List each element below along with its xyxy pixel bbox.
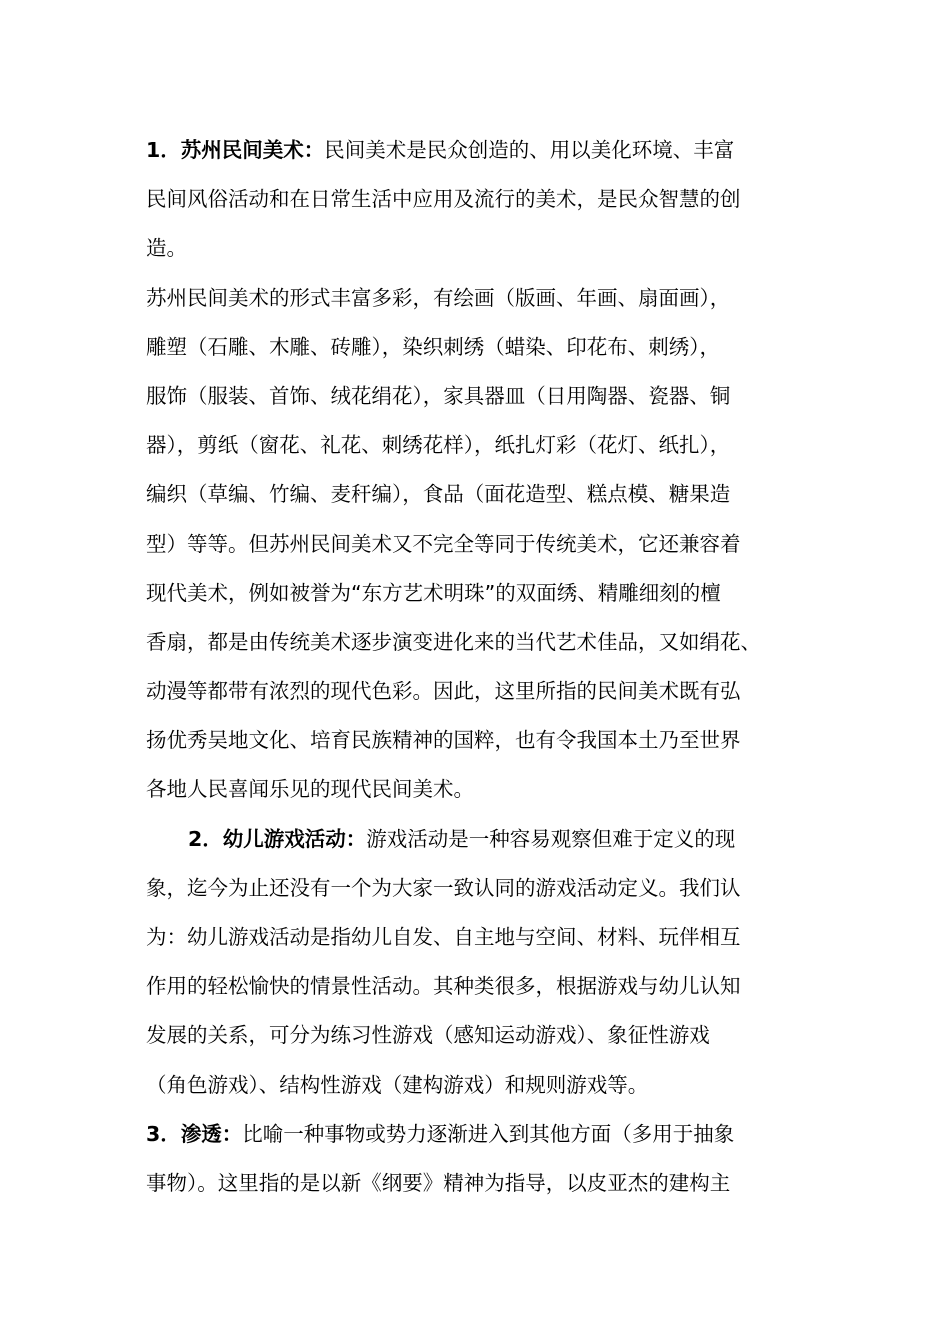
definition-line bbox=[146, 126, 826, 175]
text-line: 作用的轻松愉快的情景性活动。其种类很多，根据游戏与幼儿认知 bbox=[146, 974, 741, 999]
text-line: 香扇，都是由传统美术逐步演变进化来的当代艺术佳品，又如绢花、 bbox=[146, 629, 761, 654]
body-text: 游戏活动是一种容易观察但难于定义的现 bbox=[366, 826, 736, 851]
text-line: （角色游戏）、结构性游戏（建构游戏）和规则游戏等。 bbox=[146, 1072, 649, 1097]
text-line: 器），剪纸（窗花、礼花、刺绣花样），纸扎灯彩（花灯、纸扎）， bbox=[146, 433, 731, 458]
text-line: 动漫等都带有浓烈的现代色彩。因此，这里所指的民间美术既有弘 bbox=[146, 679, 741, 704]
term-heading: 3．渗透： bbox=[146, 1121, 243, 1146]
definition-line bbox=[146, 815, 826, 864]
text-line: 为：幼儿游戏活动是指幼儿自发、自主地与空间、材料、玩伴相互 bbox=[146, 925, 741, 949]
text-line: 雕塑（石雕、木雕、砖雕），染织刺绣（蜡染、印花布、刺绣）， bbox=[146, 334, 720, 359]
text-line: 事物）。这里指的是以新《纲要》精神为指导，以皮亚杰的建构主 bbox=[146, 1170, 731, 1195]
body-text: 民间美术是民众创造的、用以美化环境、丰富 bbox=[324, 138, 735, 162]
definition-line bbox=[146, 1110, 826, 1159]
document-page bbox=[146, 126, 826, 1208]
text-line: 型）等等。但苏州民间美术又不完全等同于传统美术，它还兼容着 bbox=[146, 531, 741, 556]
term-heading: 2．幼儿游戏活动： bbox=[188, 826, 367, 851]
text-line: 服饰（服装、首饰、绒花绢花），家具器皿（日用陶器、瓷器、铜 bbox=[146, 383, 731, 408]
text-line: 各地人民喜闻乐见的现代民间美术。 bbox=[146, 777, 474, 802]
term-heading: 1．苏州民间美术： bbox=[146, 138, 325, 162]
body-text: 比喻一种事物或势力逐渐进入到其他方面（多用于抽象 bbox=[242, 1121, 735, 1146]
text-line: 现代美术，例如被誉为“东方艺术明珠”的双面绣、精雕细刻的檀 bbox=[146, 580, 721, 605]
text-line: 造。 bbox=[146, 236, 187, 261]
text-line: 民间风俗活动和在日常生活中应用及流行的美术，是民众智慧的创 bbox=[146, 187, 741, 212]
text-line: 编织（草编、竹编、麦秆编），食品（面花造型、糕点模、糖果造 bbox=[146, 482, 731, 507]
text-line: 苏州民间美术的形式丰富多彩，有绘画（版画、年画、扇面画）， bbox=[146, 285, 731, 310]
text-line: 象，迄今为止还没有一个为大家一致认同的游戏活动定义。我们认 bbox=[146, 875, 741, 900]
text-line: 扬优秀吴地文化、培育民族精神的国粹，也有令我国本土乃至世界 bbox=[146, 728, 741, 753]
text-line: 发展的关系，可分为练习性游戏（感知运动游戏）、象征性游戏 bbox=[146, 1023, 710, 1048]
